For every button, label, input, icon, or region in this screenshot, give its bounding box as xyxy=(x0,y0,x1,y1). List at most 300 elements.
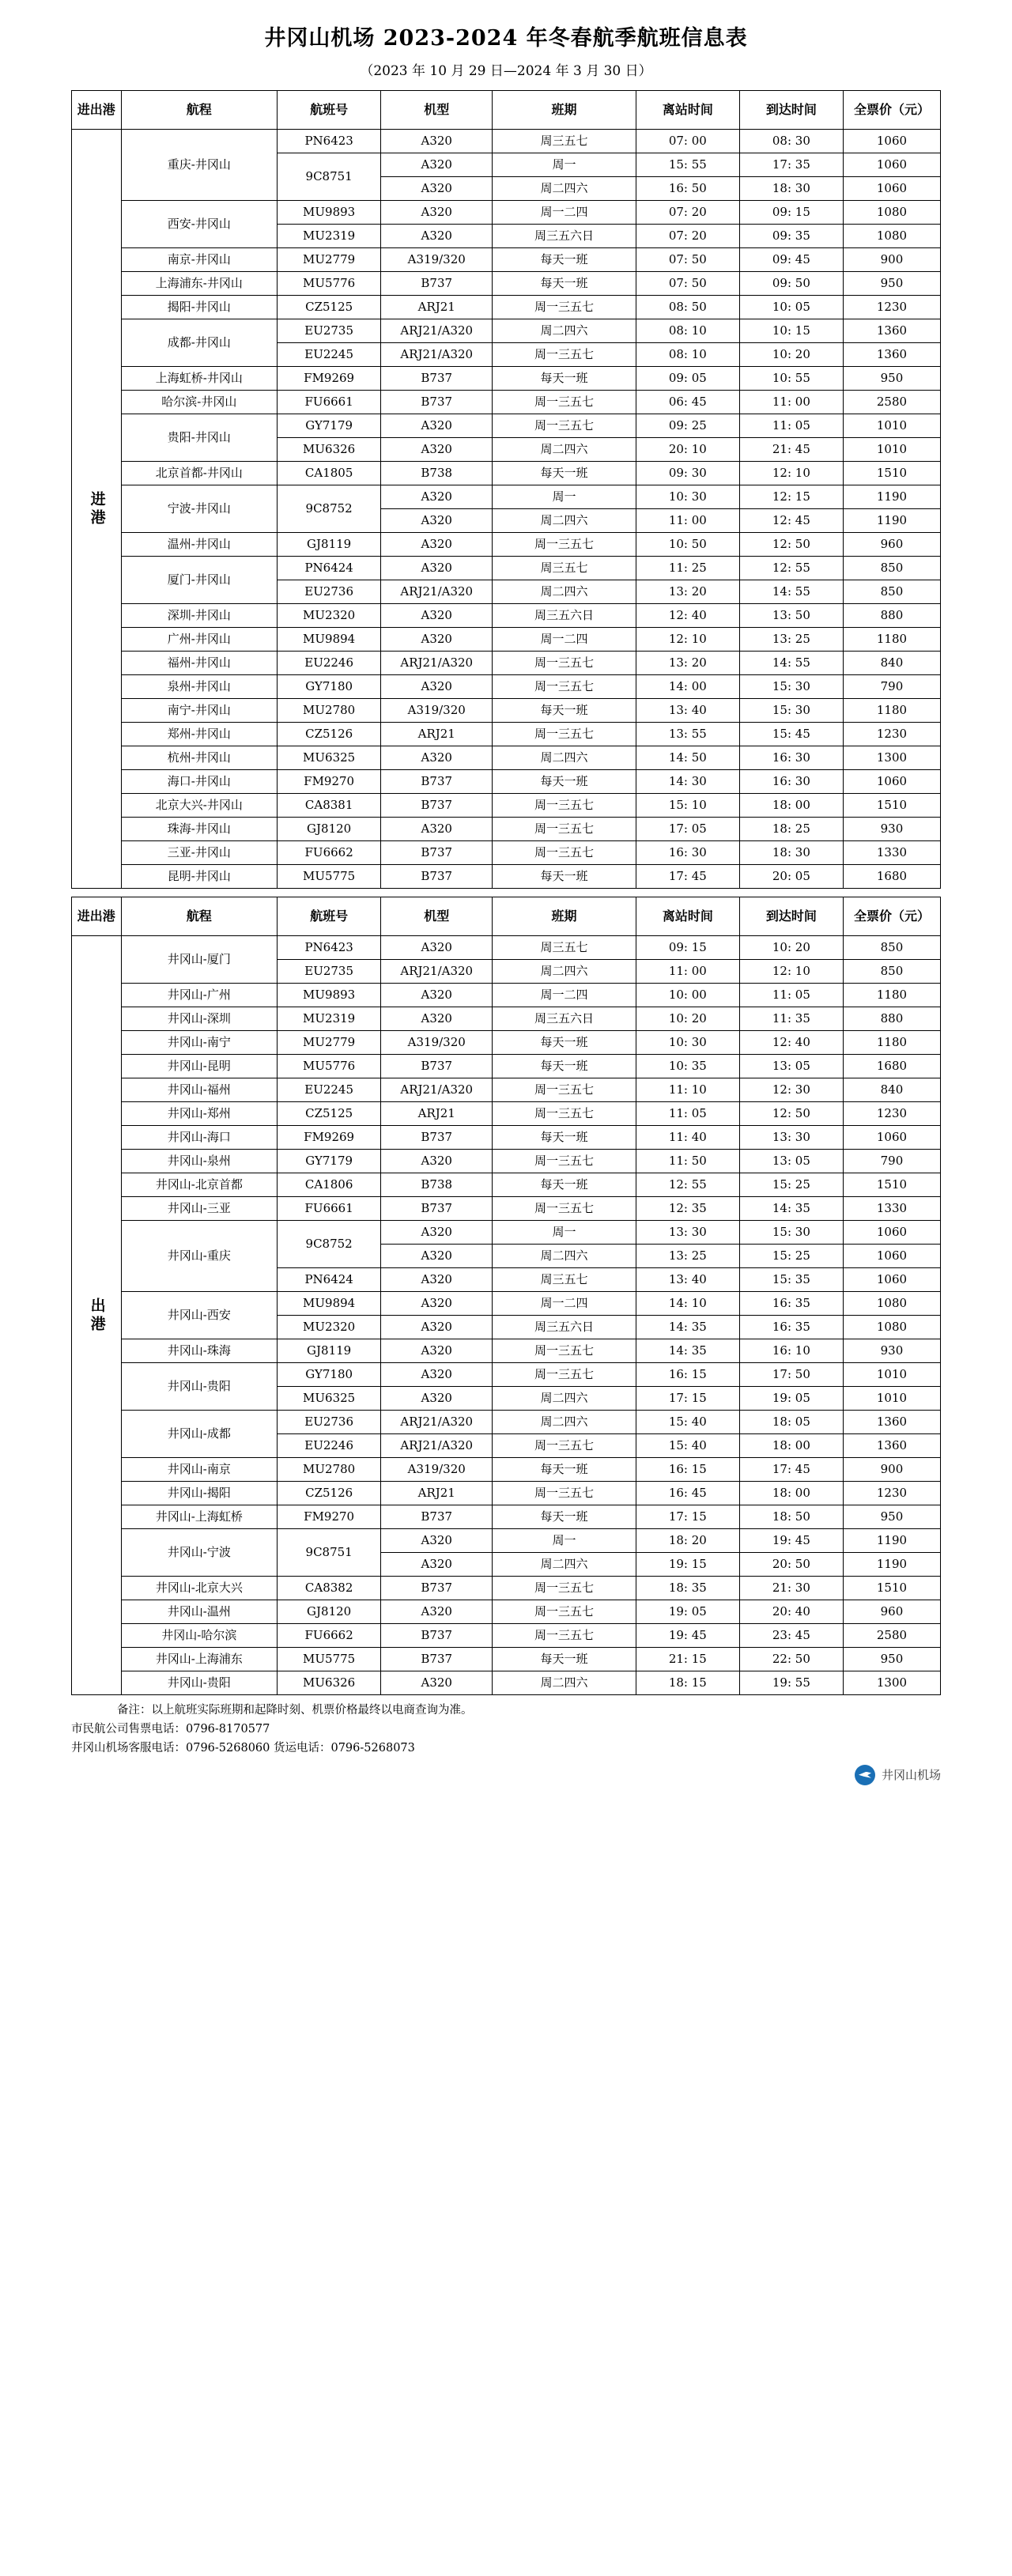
cell-flight-no: MU2319 xyxy=(278,225,381,248)
cell-price: 930 xyxy=(843,818,940,841)
table-row xyxy=(72,414,941,438)
cell-schedule: 周二四六 xyxy=(493,580,636,604)
table-row xyxy=(72,818,941,841)
cell-arrival-time: 18: 00 xyxy=(739,794,843,818)
cell-price: 1510 xyxy=(843,1577,940,1600)
cell-schedule: 周一 xyxy=(493,1221,636,1245)
cell-flight-no: MU9893 xyxy=(278,201,381,225)
table-row xyxy=(72,1671,941,1695)
cell-flight-no: MU6326 xyxy=(278,438,381,462)
cell-schedule: 每天一班 xyxy=(493,1031,636,1055)
table-row xyxy=(72,675,941,699)
cell-departure-time: 16: 45 xyxy=(636,1482,739,1505)
cell-price: 1080 xyxy=(843,1292,940,1316)
cell-route: 温州-井冈山 xyxy=(121,533,278,557)
cell-flight-no: MU5776 xyxy=(278,1055,381,1078)
cell-aircraft: B737 xyxy=(381,1505,493,1529)
table-row xyxy=(72,319,941,343)
cell-arrival-time: 10: 05 xyxy=(739,296,843,319)
cell-flight-no: CA8381 xyxy=(278,794,381,818)
table-row xyxy=(72,272,941,296)
cell-arrival-time: 18: 25 xyxy=(739,818,843,841)
cell-flight-no: FM9269 xyxy=(278,367,381,391)
cell-arrival-time: 19: 45 xyxy=(739,1529,843,1553)
cell-schedule: 周一三五七 xyxy=(493,1600,636,1624)
cell-aircraft: A320 xyxy=(381,1553,493,1577)
table-row xyxy=(72,1624,941,1648)
cell-flight-no: GJ8120 xyxy=(278,818,381,841)
cell-price: 1230 xyxy=(843,1482,940,1505)
cell-departure-time: 10: 20 xyxy=(636,1007,739,1031)
cell-arrival-time: 23: 45 xyxy=(739,1624,843,1648)
table-row xyxy=(72,533,941,557)
table-row xyxy=(72,984,941,1007)
cell-schedule: 周一三五七 xyxy=(493,675,636,699)
cell-schedule: 周一二四 xyxy=(493,201,636,225)
cell-schedule: 周一三五七 xyxy=(493,1197,636,1221)
cell-departure-time: 11: 25 xyxy=(636,557,739,580)
cell-flight-no: MU9893 xyxy=(278,984,381,1007)
notes-block xyxy=(71,1702,941,1758)
cell-departure-time: 17: 05 xyxy=(636,818,739,841)
cell-route: 井冈山-上海浦东 xyxy=(121,1648,278,1671)
cell-aircraft: A320 xyxy=(381,628,493,652)
cell-flight-no: EU2735 xyxy=(278,960,381,984)
cell-departure-time: 10: 30 xyxy=(636,1031,739,1055)
cell-departure-time: 14: 00 xyxy=(636,675,739,699)
cell-departure-time: 07: 20 xyxy=(636,225,739,248)
cell-schedule: 周一三五七 xyxy=(493,818,636,841)
cell-route: 贵阳-井冈山 xyxy=(121,414,278,462)
cell-schedule: 周二四六 xyxy=(493,509,636,533)
cell-arrival-time: 18: 30 xyxy=(739,177,843,201)
cell-schedule: 周三五七 xyxy=(493,936,636,960)
cell-arrival-time: 15: 25 xyxy=(739,1245,843,1268)
header-route: 航程 xyxy=(121,897,278,936)
table-row xyxy=(72,1600,941,1624)
table-row xyxy=(72,746,941,770)
cell-price: 790 xyxy=(843,675,940,699)
cell-schedule: 每天一班 xyxy=(493,1055,636,1078)
cell-route: 井冈山-揭阳 xyxy=(121,1482,278,1505)
cell-departure-time: 17: 45 xyxy=(636,865,739,889)
cell-price: 950 xyxy=(843,1648,940,1671)
cell-flight-no: 9C8752 xyxy=(278,1221,381,1268)
cell-aircraft: B737 xyxy=(381,1197,493,1221)
cell-schedule: 周二四六 xyxy=(493,746,636,770)
cell-aircraft: A319/320 xyxy=(381,1031,493,1055)
table-row xyxy=(72,1292,941,1316)
cell-aircraft: A320 xyxy=(381,604,493,628)
table-row xyxy=(72,652,941,675)
cell-price: 930 xyxy=(843,1339,940,1363)
cell-price: 880 xyxy=(843,1007,940,1031)
cell-price: 1300 xyxy=(843,1671,940,1695)
cell-price: 1180 xyxy=(843,1031,940,1055)
cell-arrival-time: 15: 25 xyxy=(739,1173,843,1197)
cell-schedule: 周三五六日 xyxy=(493,604,636,628)
cell-route: 揭阳-井冈山 xyxy=(121,296,278,319)
cell-route: 昆明-井冈山 xyxy=(121,865,278,889)
cell-route: 井冈山-宁波 xyxy=(121,1529,278,1577)
table-row xyxy=(72,557,941,580)
cell-departure-time: 19: 45 xyxy=(636,1624,739,1648)
cell-aircraft: A320 xyxy=(381,201,493,225)
brand-block xyxy=(855,1765,941,1785)
table-row xyxy=(72,794,941,818)
cell-arrival-time: 10: 20 xyxy=(739,936,843,960)
cell-aircraft: A319/320 xyxy=(381,699,493,723)
cell-arrival-time: 12: 15 xyxy=(739,485,843,509)
arrivals-header-row xyxy=(72,91,941,130)
cell-flight-no: FU6661 xyxy=(278,1197,381,1221)
cell-arrival-time: 18: 50 xyxy=(739,1505,843,1529)
cell-route: 海口-井冈山 xyxy=(121,770,278,794)
cell-departure-time: 10: 30 xyxy=(636,485,739,509)
cell-flight-no: MU2320 xyxy=(278,604,381,628)
table-row xyxy=(72,841,941,865)
cell-arrival-time: 22: 50 xyxy=(739,1648,843,1671)
header-direction: 进出港 xyxy=(72,897,122,936)
table-row xyxy=(72,391,941,414)
cell-arrival-time: 16: 30 xyxy=(739,770,843,794)
cell-arrival-time: 12: 40 xyxy=(739,1031,843,1055)
cell-flight-no: 9C8752 xyxy=(278,485,381,533)
cell-departure-time: 18: 15 xyxy=(636,1671,739,1695)
cell-aircraft: A319/320 xyxy=(381,1458,493,1482)
cell-flight-no: CZ5126 xyxy=(278,723,381,746)
footer xyxy=(71,1763,941,1795)
cell-schedule: 每天一班 xyxy=(493,770,636,794)
cell-arrival-time: 13: 30 xyxy=(739,1126,843,1150)
cell-price: 790 xyxy=(843,1150,940,1173)
cell-departure-time: 09: 30 xyxy=(636,462,739,485)
cell-flight-no: GJ8119 xyxy=(278,1339,381,1363)
cell-route: 厦门-井冈山 xyxy=(121,557,278,604)
cell-flight-no: MU5775 xyxy=(278,865,381,889)
cell-arrival-time: 10: 55 xyxy=(739,367,843,391)
cell-route: 井冈山-福州 xyxy=(121,1078,278,1102)
cell-arrival-time: 15: 30 xyxy=(739,699,843,723)
cell-route: 成都-井冈山 xyxy=(121,319,278,367)
cell-aircraft: B737 xyxy=(381,1055,493,1078)
cell-arrival-time: 16: 35 xyxy=(739,1316,843,1339)
cell-arrival-time: 09: 50 xyxy=(739,272,843,296)
cell-route: 南宁-井冈山 xyxy=(121,699,278,723)
cell-schedule: 周一 xyxy=(493,1529,636,1553)
cell-schedule: 周三五六日 xyxy=(493,225,636,248)
departures-table xyxy=(71,897,941,1695)
cell-schedule: 周一三五七 xyxy=(493,533,636,557)
table-row xyxy=(72,770,941,794)
cell-arrival-time: 20: 50 xyxy=(739,1553,843,1577)
cell-departure-time: 07: 50 xyxy=(636,272,739,296)
cell-price: 840 xyxy=(843,1078,940,1102)
cell-flight-no: GJ8120 xyxy=(278,1600,381,1624)
table-row xyxy=(72,130,941,153)
cell-flight-no: MU6325 xyxy=(278,746,381,770)
cell-schedule: 周二四六 xyxy=(493,319,636,343)
cell-flight-no: MU2320 xyxy=(278,1316,381,1339)
cell-aircraft: A320 xyxy=(381,1339,493,1363)
cell-aircraft: A320 xyxy=(381,818,493,841)
cell-aircraft: B738 xyxy=(381,462,493,485)
cell-flight-no: MU2779 xyxy=(278,248,381,272)
cell-aircraft: ARJ21/A320 xyxy=(381,343,493,367)
cell-route: 井冈山-北京大兴 xyxy=(121,1577,278,1600)
cell-route: 井冈山-珠海 xyxy=(121,1339,278,1363)
cell-departure-time: 21: 15 xyxy=(636,1648,739,1671)
cell-flight-no: MU2780 xyxy=(278,1458,381,1482)
cell-price: 1060 xyxy=(843,153,940,177)
cell-route: 井冈山-深圳 xyxy=(121,1007,278,1031)
cell-departure-time: 11: 00 xyxy=(636,509,739,533)
cell-route: 井冈山-昆明 xyxy=(121,1055,278,1078)
cell-aircraft: B737 xyxy=(381,272,493,296)
cell-price: 1360 xyxy=(843,343,940,367)
cell-flight-no: 9C8751 xyxy=(278,153,381,201)
cell-departure-time: 10: 00 xyxy=(636,984,739,1007)
table-row xyxy=(72,936,941,960)
cell-departure-time: 11: 40 xyxy=(636,1126,739,1150)
cell-departure-time: 19: 05 xyxy=(636,1600,739,1624)
cell-arrival-time: 09: 35 xyxy=(739,225,843,248)
cell-route: 井冈山-三亚 xyxy=(121,1197,278,1221)
cell-schedule: 周三五七 xyxy=(493,130,636,153)
cell-schedule: 周一三五七 xyxy=(493,794,636,818)
table-row xyxy=(72,1648,941,1671)
cell-route: 福州-井冈山 xyxy=(121,652,278,675)
cell-aircraft: A320 xyxy=(381,1600,493,1624)
cell-aircraft: A320 xyxy=(381,1245,493,1268)
table-row xyxy=(72,1221,941,1245)
cell-aircraft: A320 xyxy=(381,438,493,462)
cell-price: 2580 xyxy=(843,1624,940,1648)
table-row xyxy=(72,1102,941,1126)
cell-flight-no: MU6326 xyxy=(278,1671,381,1695)
cell-schedule: 周一三五七 xyxy=(493,1482,636,1505)
cell-flight-no: FU6662 xyxy=(278,1624,381,1648)
cell-flight-no: FM9270 xyxy=(278,770,381,794)
cell-schedule: 周一三五七 xyxy=(493,841,636,865)
cell-route: 上海浦东-井冈山 xyxy=(121,272,278,296)
cell-departure-time: 11: 10 xyxy=(636,1078,739,1102)
cell-schedule: 周二四六 xyxy=(493,177,636,201)
cell-departure-time: 12: 10 xyxy=(636,628,739,652)
cell-arrival-time: 16: 35 xyxy=(739,1292,843,1316)
cell-price: 900 xyxy=(843,1458,940,1482)
cell-flight-no: EU2736 xyxy=(278,580,381,604)
cell-aircraft: A320 xyxy=(381,1387,493,1411)
note-disclaimer: 备注：以上航班实际班期和起降时刻、机票价格最终以电商查询为准。 xyxy=(117,1704,473,1717)
cell-departure-time: 15: 55 xyxy=(636,153,739,177)
cell-departure-time: 13: 20 xyxy=(636,580,739,604)
cell-flight-no: CA8382 xyxy=(278,1577,381,1600)
cell-aircraft: A320 xyxy=(381,485,493,509)
cell-aircraft: ARJ21/A320 xyxy=(381,1411,493,1434)
cell-arrival-time: 12: 50 xyxy=(739,533,843,557)
cell-departure-time: 17: 15 xyxy=(636,1505,739,1529)
cell-aircraft: ARJ21 xyxy=(381,296,493,319)
cell-aircraft: B737 xyxy=(381,391,493,414)
cell-price: 880 xyxy=(843,604,940,628)
cell-price: 1060 xyxy=(843,770,940,794)
header-departure-time: 离站时间 xyxy=(636,91,739,130)
cell-aircraft: A320 xyxy=(381,746,493,770)
table-row xyxy=(72,248,941,272)
cell-departure-time: 07: 50 xyxy=(636,248,739,272)
cell-flight-no: CZ5125 xyxy=(278,296,381,319)
cell-price: 1190 xyxy=(843,1553,940,1577)
cell-departure-time: 20: 10 xyxy=(636,438,739,462)
cell-price: 1360 xyxy=(843,1411,940,1434)
cell-route: 广州-井冈山 xyxy=(121,628,278,652)
cell-aircraft: B737 xyxy=(381,865,493,889)
cell-flight-no: GY7179 xyxy=(278,414,381,438)
cell-aircraft: B737 xyxy=(381,794,493,818)
departures-header-row xyxy=(72,897,941,936)
header-flight-no: 航班号 xyxy=(278,897,381,936)
cell-departure-time: 14: 50 xyxy=(636,746,739,770)
table-row xyxy=(72,485,941,509)
cell-arrival-time: 09: 45 xyxy=(739,248,843,272)
cell-schedule: 周二四六 xyxy=(493,1671,636,1695)
cell-schedule: 每天一班 xyxy=(493,462,636,485)
cell-flight-no: MU2780 xyxy=(278,699,381,723)
table-row xyxy=(72,1031,941,1055)
cell-price: 1180 xyxy=(843,984,940,1007)
cell-arrival-time: 17: 35 xyxy=(739,153,843,177)
cell-flight-no: MU9894 xyxy=(278,1292,381,1316)
cell-aircraft: A320 xyxy=(381,177,493,201)
table-row xyxy=(72,1126,941,1150)
cell-arrival-time: 12: 10 xyxy=(739,960,843,984)
table-row xyxy=(72,1197,941,1221)
cell-aircraft: ARJ21/A320 xyxy=(381,652,493,675)
cell-aircraft: A320 xyxy=(381,557,493,580)
cell-price: 1510 xyxy=(843,794,940,818)
cell-schedule: 周一三五七 xyxy=(493,296,636,319)
cell-arrival-time: 11: 00 xyxy=(739,391,843,414)
cell-arrival-time: 20: 40 xyxy=(739,1600,843,1624)
cell-aircraft: A320 xyxy=(381,225,493,248)
cell-price: 1060 xyxy=(843,1268,940,1292)
cell-aircraft: ARJ21/A320 xyxy=(381,580,493,604)
cell-departure-time: 14: 30 xyxy=(636,770,739,794)
cell-price: 1010 xyxy=(843,414,940,438)
note-service-phone: 井冈山机场客服电话：0796-5268060 货运电话：0796-5268073 xyxy=(71,1741,415,1754)
cell-aircraft: A320 xyxy=(381,130,493,153)
cell-schedule: 每天一班 xyxy=(493,272,636,296)
cell-arrival-time: 17: 50 xyxy=(739,1363,843,1387)
cell-departure-time: 16: 30 xyxy=(636,841,739,865)
header-schedule: 班期 xyxy=(493,897,636,936)
cell-schedule: 周一三五七 xyxy=(493,1150,636,1173)
cell-schedule: 周一三五七 xyxy=(493,1102,636,1126)
cell-schedule: 周一三五七 xyxy=(493,1624,636,1648)
cell-aircraft: A320 xyxy=(381,1007,493,1031)
cell-price: 2580 xyxy=(843,391,940,414)
cell-route: 哈尔滨-井冈山 xyxy=(121,391,278,414)
cell-arrival-time: 15: 35 xyxy=(739,1268,843,1292)
cell-arrival-time: 18: 30 xyxy=(739,841,843,865)
cell-route: 泉州-井冈山 xyxy=(121,675,278,699)
table-row xyxy=(72,1339,941,1363)
cell-price: 850 xyxy=(843,960,940,984)
cell-aircraft: A320 xyxy=(381,1150,493,1173)
header-route: 航程 xyxy=(121,91,278,130)
cell-flight-no: MU6325 xyxy=(278,1387,381,1411)
cell-price: 1010 xyxy=(843,438,940,462)
cell-arrival-time: 15: 30 xyxy=(739,675,843,699)
cell-arrival-time: 14: 55 xyxy=(739,580,843,604)
cell-schedule: 周一二四 xyxy=(493,984,636,1007)
cell-departure-time: 18: 35 xyxy=(636,1577,739,1600)
cell-departure-time: 14: 35 xyxy=(636,1316,739,1339)
cell-price: 1230 xyxy=(843,1102,940,1126)
table-row xyxy=(72,699,941,723)
cell-departure-time: 19: 15 xyxy=(636,1553,739,1577)
cell-route: 井冈山-泉州 xyxy=(121,1150,278,1173)
cell-flight-no: EU2735 xyxy=(278,319,381,343)
cell-aircraft: A320 xyxy=(381,1268,493,1292)
cell-aircraft: A320 xyxy=(381,984,493,1007)
cell-flight-no: MU9894 xyxy=(278,628,381,652)
cell-flight-no: GY7180 xyxy=(278,1363,381,1387)
cell-route: 井冈山-贵阳 xyxy=(121,1363,278,1411)
cell-departure-time: 14: 10 xyxy=(636,1292,739,1316)
cell-arrival-time: 13: 25 xyxy=(739,628,843,652)
cell-departure-time: 09: 15 xyxy=(636,936,739,960)
cell-schedule: 周一三五七 xyxy=(493,1434,636,1458)
cell-route: 井冈山-西安 xyxy=(121,1292,278,1339)
cell-schedule: 周一 xyxy=(493,485,636,509)
cell-schedule: 每天一班 xyxy=(493,1648,636,1671)
note-ticket-phone: 市民航公司售票电话：0796-8170577 xyxy=(71,1722,270,1736)
cell-schedule: 周一二四 xyxy=(493,628,636,652)
cell-aircraft: A320 xyxy=(381,1292,493,1316)
cell-route: 井冈山-海口 xyxy=(121,1126,278,1150)
cell-schedule: 每天一班 xyxy=(493,1505,636,1529)
cell-aircraft: B737 xyxy=(381,1577,493,1600)
table-row xyxy=(72,296,941,319)
cell-departure-time: 15: 10 xyxy=(636,794,739,818)
cell-route: 珠海-井冈山 xyxy=(121,818,278,841)
cell-price: 1230 xyxy=(843,723,940,746)
cell-aircraft: B737 xyxy=(381,367,493,391)
cell-departure-time: 17: 15 xyxy=(636,1387,739,1411)
cell-price: 1080 xyxy=(843,225,940,248)
cell-departure-time: 16: 15 xyxy=(636,1363,739,1387)
cell-route: 井冈山-北京首都 xyxy=(121,1173,278,1197)
cell-schedule: 周一三五七 xyxy=(493,1363,636,1387)
cell-flight-no: CA1805 xyxy=(278,462,381,485)
cell-schedule: 周二四六 xyxy=(493,1245,636,1268)
cell-departure-time: 18: 20 xyxy=(636,1529,739,1553)
cell-flight-no: FM9269 xyxy=(278,1126,381,1150)
cell-aircraft: A320 xyxy=(381,1529,493,1553)
cell-price: 1180 xyxy=(843,699,940,723)
cell-price: 950 xyxy=(843,367,940,391)
table-row xyxy=(72,201,941,225)
cell-flight-no: EU2246 xyxy=(278,652,381,675)
cell-flight-no: CZ5126 xyxy=(278,1482,381,1505)
table-row xyxy=(72,1482,941,1505)
cell-price: 1360 xyxy=(843,319,940,343)
table-row xyxy=(72,1007,941,1031)
airplane-logo-icon xyxy=(855,1765,875,1785)
table-row xyxy=(72,1150,941,1173)
